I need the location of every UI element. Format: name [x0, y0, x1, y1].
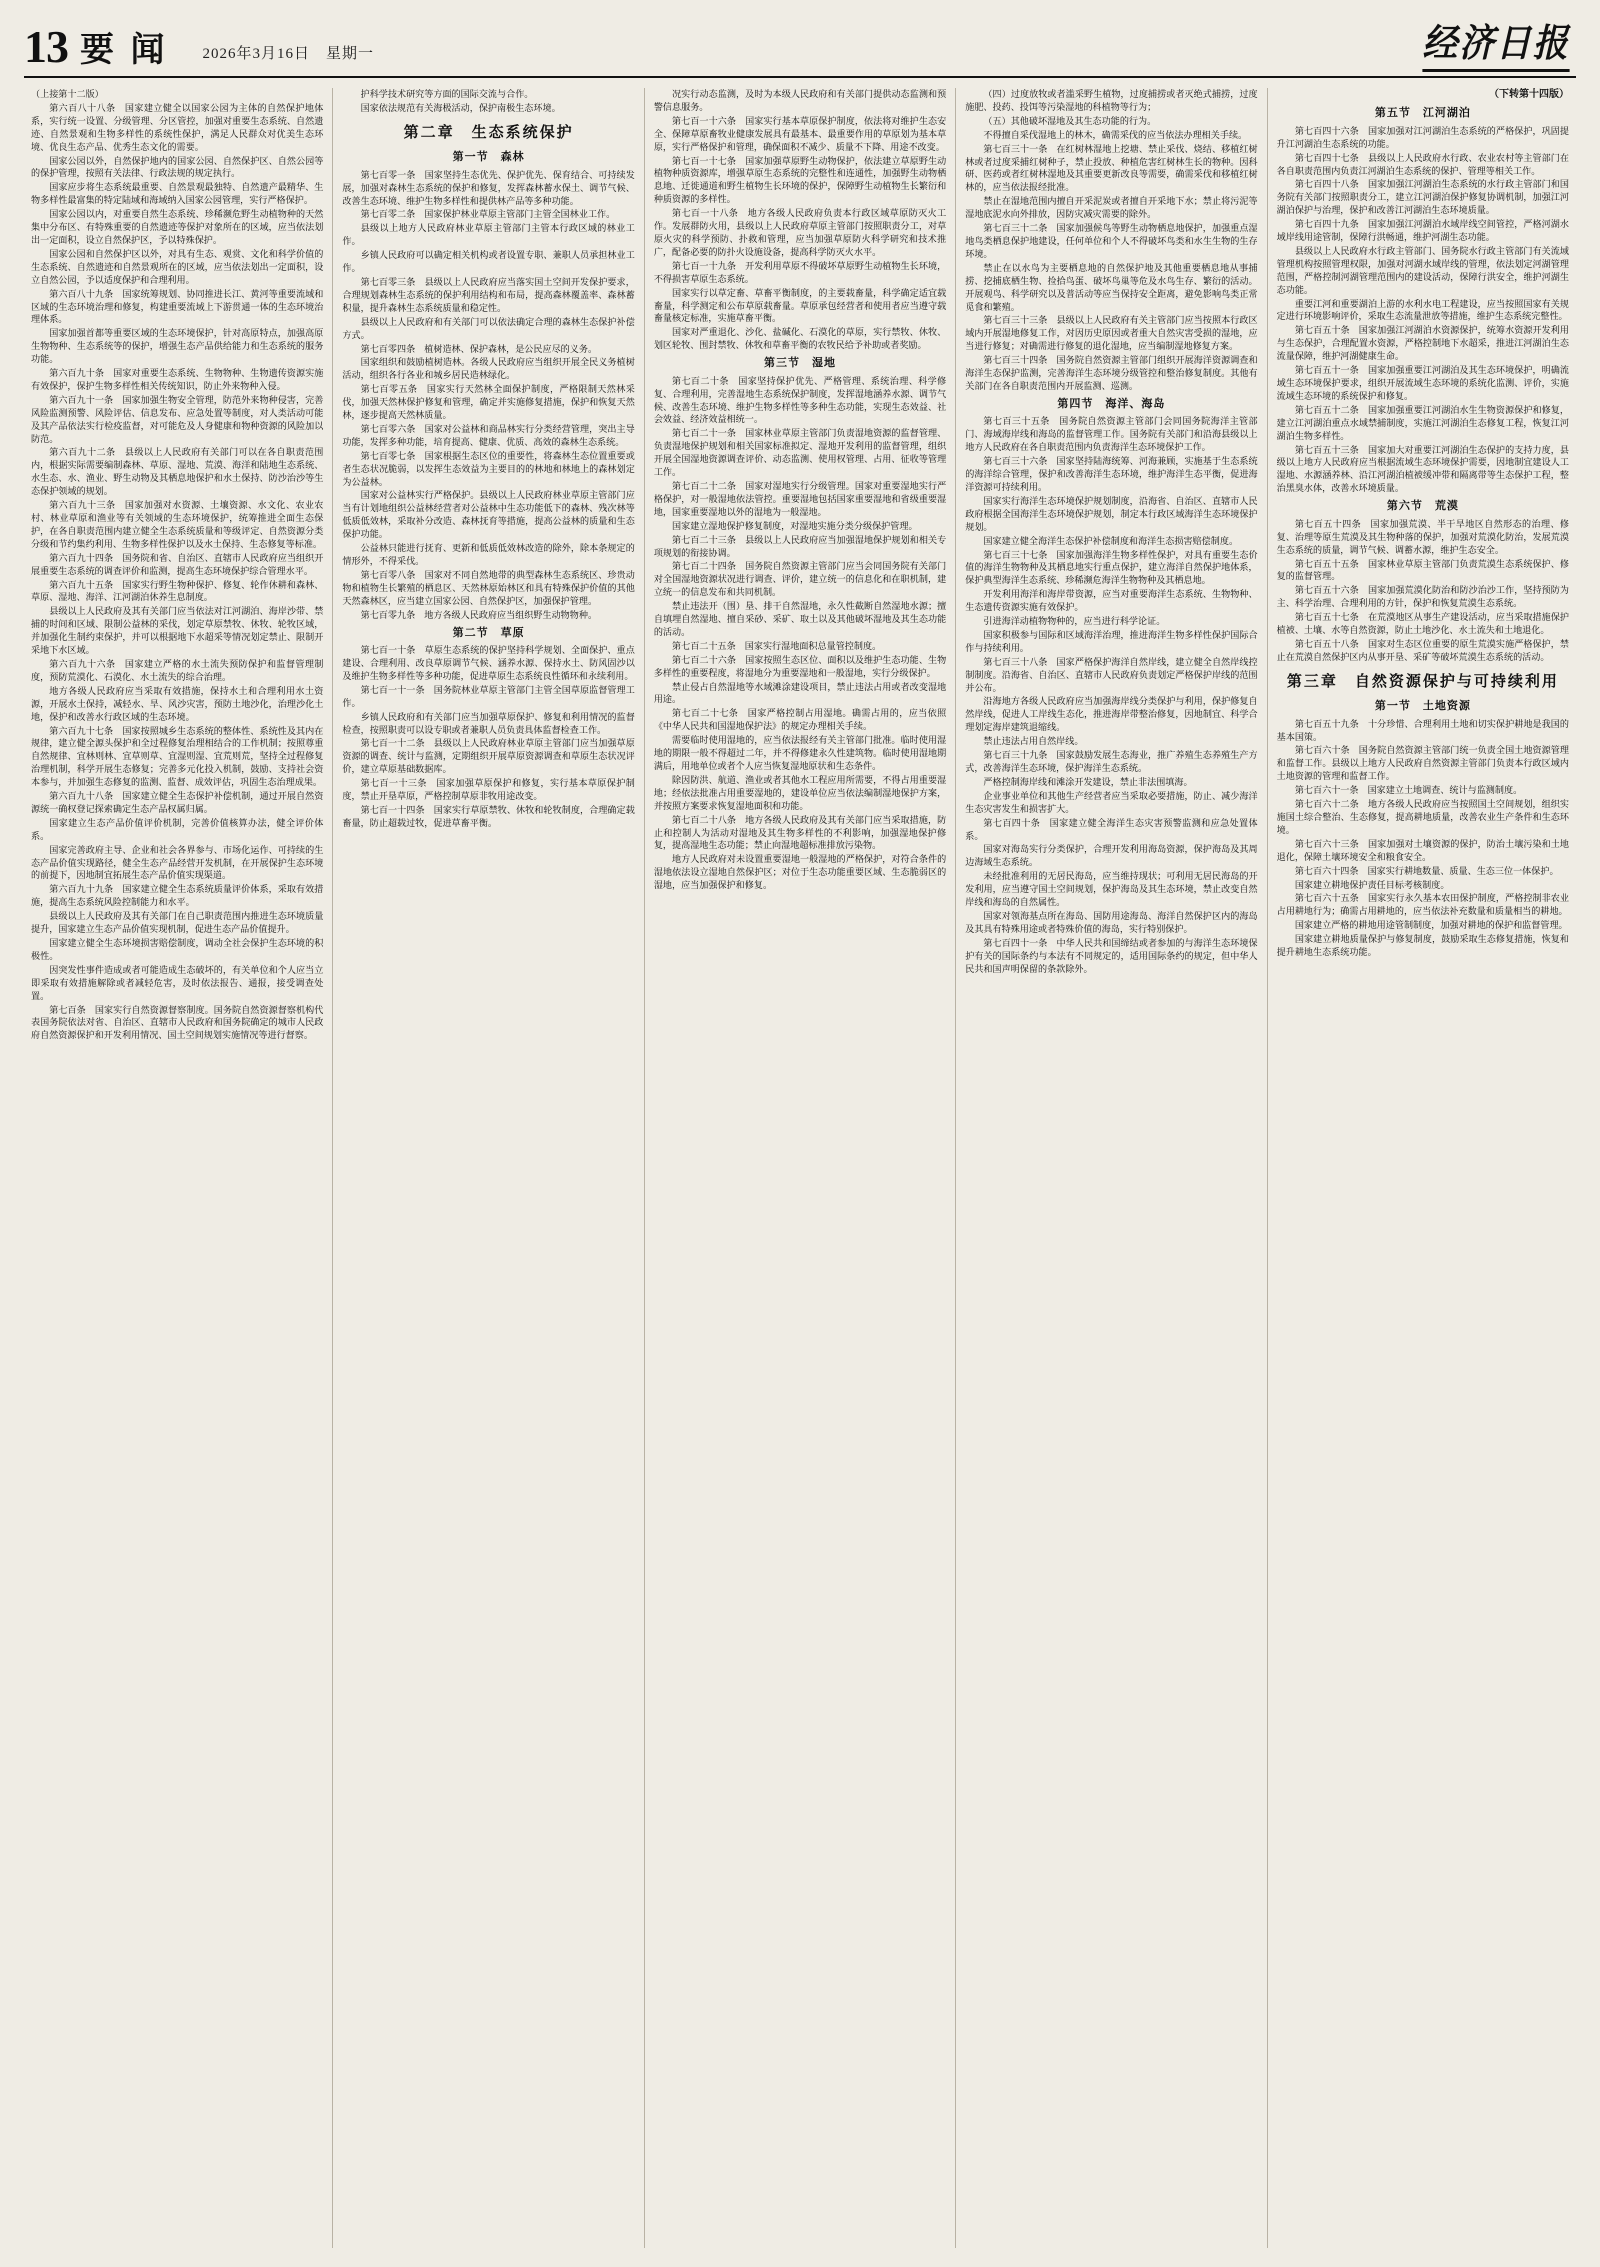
paragraph: 第六百九十一条 国家加强生物安全管理，防范外来物种侵害，完善风险监测预警、风险评估、信息发布、应急处置等制度，对人类活动可能及其产品依法实行检疫监督，对可能危及人身健康和物种资源的风险加以防范。 [31, 394, 324, 444]
paragraph: 禁止在湿地范围内擅自开采泥炭或者擅自开采地下水；禁止将污泥等湿地底泥水向外排放，因防灾减灾需要的除外。 [965, 196, 1258, 220]
paragraph: 重要江河和重要湖泊上游的水利水电工程建设，应当按照国家有关规定进行环境影响评价，采取生态流量泄放等措施，维护生态系统完整性。 [1276, 298, 1570, 322]
paragraph: 第七百一十九条 开发利用草原不得破坏草原野生动植物生长环境，不得损害草原生态系统。 [653, 260, 947, 284]
paragraph: 第七百一十一条 国务院林业草原主管部门主管全国草原监督管理工作。 [342, 684, 635, 708]
paragraph: 国家加强首都等重要区域的生态环境保护，针对高原特点，加强高原生物物种、生态系统等的保护，增强生态产品供给能力和生态系统的服务功能。 [31, 328, 324, 365]
column-1 [22, 88, 333, 2248]
paragraph: 第七百一十八条 地方各级人民政府负责本行政区域草原防灭火工作。发展群防火用，县级以上人民政府草原主管部门按照职责分工，对草原火灾的科学预防、扑救和管理，应当加强草原防火科学研究和技术推广，配备必要的防扑火设施设备，提高科学防灭火水平。 [653, 208, 947, 257]
paragraph: 第七百四十七条 县级以上人民政府水行政、农业农村等主管部门在各自职责范围内负责江河湖泊生态系统的保护、管理等相关工作。 [1276, 152, 1570, 176]
paragraph: 开发利用海洋和海岸带资源，应当对重要海洋生态系统、生物物种、生态遗传资源实施有效保护。 [965, 589, 1258, 613]
paragraph: 乡镇人民政府可以确定相关机构或者设置专职、兼职人员承担林业工作。 [342, 250, 635, 274]
paragraph: 第七百六十条 国务院自然资源主管部门统一负责全国土地资源管理和监督工作。县级以上地方人民政府自然资源主管部门负责本行政区域内土地资源的管理和监督工作。 [1276, 745, 1570, 782]
paragraph: 国家积极参与国际和区域海洋治理，推进海洋生物多样性保护国际合作与持续利用。 [965, 629, 1258, 653]
paragraph: 国家公园以内，对重要自然生态系统、珍稀濒危野生动植物种的天然集中分布区、有特殊重要的自然遗迹等保护对象所在的区域，应当依法划出一定面积，设立自然保护区，予以特殊保护。 [31, 209, 324, 245]
paragraph: 国家建立生态产品价值评价机制，完善价值核算办法，健全评价体系。 [31, 817, 324, 841]
paragraph: 国家对严重退化、沙化、盐碱化、石漠化的草原，实行禁牧、休牧、划区轮牧、围封禁牧、休牧和草畜平衡的农牧民给予补助或者奖励。 [653, 327, 947, 351]
paragraph: 国家依法规范有关海极活动，保护南极生态环境。 [360, 102, 561, 113]
page-number: 13 [24, 21, 68, 72]
paragraph: 需要临时使用湿地的，应当依法报经有关主管部门批准。临时使用湿地的期限一般不得超过二年，并不得修建永久性建筑物。临时使用湿地期满后，用地单位或者个人应当恢复湿地原状和生态条件。 [653, 735, 947, 772]
section-heading-grass: 第二节 草原 [452, 626, 525, 639]
paragraph: 第七百三十三条 县级以上人民政府有关主管部门应当按照本行政区域内开展湿地修复工作，对因历史原因或者重大自然灾害受损的湿地，应当进行修复；对确需进行修复的退化湿地，应当编制湿地修复方案。 [965, 315, 1258, 352]
paragraph: 护科学技术研究等方面的国际交流与合作。 [360, 89, 534, 99]
paragraph: 第六百九十二条 县级以上人民政府有关部门可以在各自职责范围内，根据实际需要编制森林、草原、湿地、荒漠、海洋和陆地生态系统、水生态、水、渔业、野生动物及其栖息地保护和水土保持、防沙治沙等生态保护领域的规划。 [31, 447, 324, 497]
paragraph: 国家建立健全海洋生态保护补偿制度和海洋生态损害赔偿制度。 [983, 535, 1239, 546]
paragraph: 第七百四十一条 中华人民共和国缔结或者参加的与海洋生态环境保护有关的国际条约与本法有不同规定的，适用国际条约的规定，但中华人民共和国声明保留的条款除外。 [965, 937, 1258, 974]
paragraph: 第七百零四条 植树造林、保护森林，是公民应尽的义务。 [360, 343, 598, 354]
paragraph: 第七百一十四条 国家实行草原禁牧、休牧和轮牧制度，合理确定载畜量，防止超载过牧，促进草畜平衡。 [342, 805, 635, 828]
section-heading-river: 第五节 江河湖泊 [1374, 107, 1471, 120]
paragraph: 县级以上人民政府及其有关部门应当依法对江河湖泊、海岸沙带、禁捕的时间和区域、限制公益林的采伐，划定草原禁牧、休牧、轮牧区域，并加强化生制约束保护，并可以根据地下水超采等情况划定禁止、限制开采地下水区域。 [31, 606, 324, 656]
paragraph: 国家对领海基点所在海岛、国防用途海岛、海洋自然保护区内的海岛及其具有特殊用途或者特殊价值的海岛，实行特别保护。 [965, 910, 1258, 934]
paragraph: 第七百零一条 国家坚持生态优先、保护优先、保育结合、可持续发展，加强对森林生态系统的保护和修复，发挥森林蓄水保土、调节气候、改善生态环境、维护生物多样性和提供林产品等多种功能。 [342, 169, 635, 206]
paragraph: 第七百五十九条 十分珍惜、合理利用土地和切实保护耕地是我国的基本国策。 [1276, 718, 1570, 742]
paragraph: 县级以上人民政府和有关部门可以依法确定合理的森林生态保护补偿方式。 [342, 316, 635, 340]
paragraph: 第六百九十八条 国家建立健全生态保护补偿机制，通过开展自然资源统一确权登记探索确定生态产品权属归属。 [31, 791, 324, 814]
paragraph: 第七百零三条 县级以上人民政府应当落实国土空间开发保护要求，合理规划森林生态系统的保护利用结构和布局，提高森林覆盖率、森林蓄积量，提升森林生态系统质量和稳定性。 [342, 276, 635, 313]
paragraph: 企业事业单位和其他生产经营者应当采取必要措施，防止、减少海洋生态灾害发生和损害扩大。 [965, 790, 1258, 814]
paragraph: 第六百九十条 国家对重要生态系统、生物物种、生物遗传资源实施有效保护，保护生物多样性相关传统知识，防止外来物种入侵。 [31, 368, 324, 391]
paragraph: 第七百二十五条 国家实行湿地面积总量管控制度。 [672, 640, 882, 651]
paragraph: 第六百九十九条 国家建立健全生态系统质量评价体系，采取有效措施，提高生态系统风险控制能力和水平。 [31, 884, 324, 908]
paragraph: 第七百五十七条 在荒漠地区从事生产建设活动，应当采取措施保护植被、土壤、水等自然资源，防止土地沙化、水土流失和土地退化。 [1276, 612, 1570, 636]
column-5 [1268, 88, 1578, 2248]
paragraph: 国家对公益林实行严格保护。县级以上人民政府林业草原主管部门应当有计划地组织公益林经营者对公益林中生态功能低下的森林、残次林等低质低效林，采取补分改造、森林抚育等措施，提高公益林的质量和生态保护功能。 [342, 490, 635, 540]
paragraph: 第六百八十八条 国家建立健全以国家公园为主体的自然保护地体系，实行统一设置、分级管理、分区管控，加强对重要生态系统、自然遗迹、自然景观和生物多样性的系统性保护，满足人民群众对优美生态环境、优良生态产品、优秀生态文化的需要。 [31, 102, 324, 152]
paragraph: 第七百二十六条 国家按照生态区位、面积以及维护生态功能、生物多样性的重要程度，将湿地分为重要湿地和一般湿地，实行分级保护。 [653, 654, 947, 678]
paragraph: 第六百九十七条 国家按照城乡生态系统的整体性、系统性及其内在规律，建立健全源头保护和全过程修复治理相结合的工作机制；按照尊重自然规律、宜林则林、宜草则草、宜湿则湿、宜荒则荒，坚持全过程修复治理机制，科学开展生态修复；完善多元化投入机制，鼓励、支持社会资本参与，并加强生态修复的监测、监督、成效评估，巩固生态治理成果。 [31, 725, 324, 788]
paragraph: 第七百三十九条 国家鼓励发展生态海业，推广养殖生态养殖生产方式，改善海洋生态环境，保护海洋生态系统。 [965, 750, 1258, 774]
paragraph: 国家对海岛实行分类保护，合理开发利用海岛资源，保护海岛及其周边海域生态系统。 [965, 844, 1258, 868]
paragraph: 第七百五十一条 国家加强重要江河湖泊及其生态环境保护，明确流域生态环境保护要求，组织开展流域生态环境的系统化监测、评价，实施流域生态环境的系统保护和修复。 [1276, 365, 1570, 401]
paragraph: 禁止在以水鸟为主要栖息地的自然保护地及其他重要栖息地从事捕捞、挖捕底栖生物、捡拾鸟蛋、破坏鸟巢等危及水鸟生存、繁衍的活动。开展观鸟、科学研究以及普活动等应当保持安全距离，避免影响鸟类正常觅食和繁殖。 [965, 262, 1258, 312]
paragraph: 第七百一十七条 国家加强草原野生动物保护，依法建立草原野生动植物种质资源库，增强草原生态系统的完整性和连通性，加强野生动物栖息地、迁徙通道和野生植物生长环境的保护，保障野生动植物生长繁衍和种质资源的多样性。 [653, 155, 947, 205]
section-heading-wild: 第六节 荒漠 [1386, 500, 1459, 513]
article-columns [22, 88, 1578, 2248]
paragraph: 国家建立健全生态环境损害赔偿制度，调动全社会保护生态环境的积极性。 [31, 938, 324, 961]
paragraph: 第七百五十四条 国家加强荒漠、半干旱地区自然形态的治理、修复、治理等原生荒漠及其生物种落的保护，加强对荒漠化防治，发展荒漠生态系统的质量，调节气候、调蓄水源，维护生态安全。 [1276, 518, 1570, 555]
paragraph: 引进海洋动植物物种的，应当进行科学论证。 [983, 616, 1166, 627]
paragraph: 第七百二十七条 国家严格控制占用湿地。确需占用的，应当依照《中华人民共和国湿地保护法》的规定办理相关手续。 [653, 708, 947, 732]
paragraph: 国家实行以草定畜、草畜平衡制度，的主要载畜量，科学确定适宜载畜量，科学测定和公布草原载畜量。草原承包经营者和使用者应当遵守载畜量核定标准，实施草畜平衡。 [653, 287, 947, 324]
paragraph: 国家实行海洋生态环境保护规划制度，沿海省、自治区、直辖市人民政府根据全国海洋生态环境保护规划，制定本行政区域海洋生态环境保护规划。 [965, 495, 1258, 532]
paragraph: 国家建立耕地保护责任目标考核制度。 [1294, 879, 1450, 890]
paragraph: 国家应步将生态系统最重要、自然景观最独特、自然遗产最精华、生物多样性最富集的特定陆域和海域纳入国家公园管理，实行严格保护。 [31, 182, 324, 206]
paragraph: 公益林只能进行抚育、更新和低质低效林改造的除外，除本条规定的情形外，不得采伐。 [342, 543, 635, 566]
continuation-note-top: （上接第十二版） [31, 89, 104, 99]
paragraph: 第七百六十五条 国家实行永久基本农田保护制度，严格控制非农业占用耕地行为；确需占用耕地的，应当依法补充数量和质量相当的耕地。 [1276, 893, 1570, 917]
column-4 [956, 88, 1267, 2248]
paragraph: 第七百零二条 国家保护林业草原主管部门主管全国林业工作。 [360, 209, 616, 220]
paragraph: 地方各级人民政府应当采取有效措施，保持水土和合理利用水土资源，开展水土保持，减轻水、旱、风沙灾害，预防土地沙化，治理沙化土地，保护和改善水行政区域的生态环境。 [31, 685, 324, 722]
paragraph: 因突发性事件造成或者可能造成生态破坏的，有关单位和个人应当立即采取有效措施解除或者减轻危害，及时依法报告、通报，接受调查处置。 [31, 964, 324, 1001]
paragraph: 第六百九十六条 国家建立严格的水土流失预防保护和监督管理制度，预防荒漠化、石漠化、水土流失的综合治理。 [31, 658, 324, 682]
paragraph: 第七百六十二条 地方各级人民政府应当按照国土空间规划，组织实施国土综合整治、生态修复，提高耕地质量，改善农业生产条件和生态环境。 [1276, 799, 1570, 835]
paragraph: 第七百二十八条 地方各级人民政府及其有关部门应当采取措施，防止和控制人为活动对湿地及其生物多样性的不利影响，加强湿地保护修复，提高湿地生态功能；禁止向湿地超标准排放污染物。 [653, 814, 947, 851]
paragraph: 第七百零八条 国家对不同自然地带的典型森林生态系统区、珍贵动物和植物生长繁殖的栖息区、天然林原始林区和具有特殊保护价值的其他天然森林区，应当建立国家公园、自然保护区，加强保护管理。 [342, 569, 635, 606]
paragraph: 第七百一十二条 县级以上人民政府林业草原主管部门应当加强草原资源的调查、统计与监测，定期组织开展草原资源调查和草原生态状况评价，建立草原基础数据库。 [342, 738, 635, 775]
section-heading-land: 第一节 土地资源 [1374, 700, 1471, 713]
paragraph: 不得擅自采伐湿地上的林木，确需采伐的应当依法办理相关手续。 [983, 129, 1248, 140]
chapter-heading-2: 第二章 生态系统保护 [403, 124, 574, 141]
paragraph: 第七百一十六条 国家实行基本草原保护制度，依法将对维护生态安全、保障草原畜牧业健康发展具有最基本、最重要作用的草原划为基本草原，实行严格保护和管理，确保面积不减少、质量不下降、用途不改变。 [653, 115, 947, 152]
paragraph: 第七百二十二条 国家对湿地实行分级管理。国家对重要湿地实行严格保护，对一般湿地依法管控。重要湿地包括国家重要湿地和省级重要湿地，国家重要湿地以外的湿地为一般湿地。 [653, 480, 947, 517]
paragraph: 第七百一十条 草原生态系统的保护坚持科学规划、全面保护、重点建设、合理利用、改良草原调节气候、涵养水源、保持水土、防风固沙以及维护生物多样性等多种功能，促进草原生态系统良性循环和永续利用。 [342, 645, 635, 681]
paragraph: 国家建立耕地质量保护与修复制度，鼓励采取生态修复措施，恢复和提升耕地生态系统功能。 [1276, 934, 1570, 958]
paragraph: 第七百二十条 国家坚持保护优先、严格管理、系统治理、科学修复、合理利用，完善湿地生态系统保护制度，发挥湿地涵养水源、调节气候、改善生态环境、维护生物多样性等多种生态功能，实现生态效益、社会效益、经济效益相统一。 [653, 375, 947, 425]
paragraph: 第七百三十七条 国家加强海洋生物多样性保护，对具有重要生态价值的海洋生物物种及其栖息地实行重点保护，建立海洋自然保护地体系，保护典型海洋生态系统、珍稀濒危海洋生物物种及其栖息地。 [965, 549, 1258, 586]
paragraph: 县级以上人民政府水行政主管部门、国务院水行政主管部门有关流域管理机构按照管理权限，加强对河湖水域岸线的管理，依法划定河湖管理范围，严格控制河湖管理范围内的建设活动，保障行洪安全，维护河湖生态功能。 [1276, 245, 1570, 295]
paragraph: （五）其他破坏湿地及其生态功能的行为。 [983, 115, 1157, 126]
paper-logo [1422, 12, 1569, 72]
paragraph: 沿海地方各级人民政府应当加强海岸线分类保护与利用，保护修复自然岸线，促进人工岸线生态化，推进海岸带整治修复，因地制宜、科学合理划定海岸建筑退缩线。 [965, 696, 1258, 733]
paragraph: 第七百零七条 国家根据生态区位的重要性，将森林生态位置重要或者生态状况脆弱，以发挥生态效益为主要目的的林地和林地上的森林划定为公益林。 [342, 450, 635, 487]
paragraph: 第六百九十四条 国务院和省、自治区、直辖市人民政府应当组织开展重要生态系统的调查评价和监测，提高生态环境保护综合管理水平。 [31, 552, 324, 576]
paragraph: 禁止违法开（围）垦、排干自然湿地，永久性截断自然湿地水源；擅自填埋自然湿地、擅自采砂、采矿、取土以及其他破坏湿地及其生态功能的活动。 [653, 601, 947, 637]
column-2 [333, 88, 644, 2248]
paragraph: 第六百八十九条 国家统筹规划、协同推进长江、黄河等重要流域和区域的生态环境治理和修复，构建重要流域上下游贯通一体的生态环境治理体系。 [31, 288, 324, 325]
paragraph: 第七百三十六条 国家坚持陆海统筹、河海兼顾，实施基于生态系统的海洋综合管理，保护和改善海洋生态环境，维护海洋生态平衡，促进海洋资源可持续利用。 [965, 456, 1258, 492]
paragraph: 第七百二十四条 国务院自然资源主管部门应当会同国务院有关部门对全国湿地资源状况进行调查、评价，建立统一的信息化和在职机制，建立统一的信息发布和共同机制。 [653, 561, 947, 598]
paragraph: 第七百三十五条 国务院自然资源主管部门会同国务院海洋主管部门、海域海岸线和海岛的监督管理工作。国务院有关部门和沿海县级以上地方人民政府在各自职责范围内负责海洋生态环境保护工作。 [965, 416, 1258, 453]
paragraph: 第七百五十五条 国家林业草原主管部门负责荒漠生态系统保护、修复的监督管理。 [1276, 558, 1570, 582]
paragraph: （四）过度放牧或者滥采野生植物，过度捕捞或者灭绝式捕捞，过度施肥、投药、投饵等污染湿地的科植物等行为； [965, 89, 1258, 112]
paragraph: 县级以上地方人民政府林业草原主管部门主管本行政区域的林业工作。 [342, 223, 635, 247]
paragraph: 第七百六十四条 国家实行耕地数量、质量、生态三位一体保护。 [1294, 865, 1559, 876]
paragraph: 第七百五十六条 国家加强荒漠化防治和防沙治沙工作，坚持预防为主、科学治理、合理利用的方针，保护和恢复荒漠生态系统。 [1276, 585, 1570, 609]
chapter-heading-3: 第三章 自然资源保护与可持续利用 [1286, 673, 1559, 690]
paragraph: 第七百四十八条 国家加强江河湖泊生态系统的水行政主管部门和国务院有关部门按照职责分工，建立江河湖泊保护修复协调机制，加强江河湖泊保护与治理，保护和改善江河湖泊生态环境质量。 [1276, 179, 1570, 216]
paragraph: 第七百二十一条 国家林业草原主管部门负责湿地资源的监督管理、负责湿地保护规划和相关国家标准拟定、湿地开发利用的监督管理，组织开展全国湿地资源调查评价、动态监测、使用权管理、占用、征收等管理工作。 [653, 428, 947, 478]
paragraph: 第七百一十三条 国家加强草原保护和修复，实行基本草原保护制度，禁止开垦草原，严格控制草原非牧用途改变。 [342, 778, 635, 802]
paragraph: 未经批准利用的无居民海岛，应当维持现状；可利用无居民海岛的开发利用，应当遵守国土空间规划，保护海岛及其生态环境，禁止改变自然岸线和海岛的自然属性。 [965, 871, 1258, 908]
section-heading-wetland: 第三节 湿地 [764, 357, 837, 370]
paragraph: 禁止侵占自然湿地等水域滩涂建设项目，禁止违法占用或者改变湿地用途。 [653, 681, 947, 705]
paragraph: 国家公园和自然保护区以外，对具有生态、观赏、文化和科学价值的生态系统、自然遗迹和自然景观所在的区域，应当依法划出一定面积，设立自然公园，予以适度保护和合理利用。 [31, 248, 324, 285]
section-heading-forest: 第一节 森林 [452, 151, 525, 164]
paragraph: 禁止违法占用自然岸线。 [983, 736, 1084, 747]
masthead [24, 14, 1576, 78]
continuation-note-bottom: （下转第十四版） [1489, 89, 1570, 100]
paragraph: 乡镇人民政府和有关部门应当加强草原保护、修复和利用情况的监督检查，按照职责可以设专职或者兼职人员负责具体监督检查工作。 [342, 711, 635, 735]
paragraph: 第七百六十三条 国家加强对土壤资源的保护，防治土壤污染和土地退化，保障土壤环境安全和粮食安全。 [1276, 838, 1570, 862]
paragraph: 况实行动态监测，及时为本级人民政府和有关部门提供动态监测和预警信息服务。 [653, 89, 947, 112]
paragraph: 第七百三十四条 国务院自然资源主管部门组织开展海洋资源调查和海洋生态保护监测，完善海洋生态环境分级管控和整治修复制度。其他有关部门在各自职责范围内开展监测、巡测。 [965, 355, 1258, 391]
paragraph: 地方人民政府对未设置重要湿地一般湿地的严格保护，对符合条件的湿地依法设立湿地自然保护区；对位于生态功能重要区域、生态脆弱区的湿地，应当加强保护和修复。 [653, 854, 947, 891]
paragraph: 第七百零五条 国家实行天然林全面保护制度，严格限制天然林采伐，加强天然林保护修复和管理，确定并实施修复措施，保护和恢复天然林，逐步提高天然林质量。 [342, 384, 635, 421]
section-title: 要 闻 [80, 32, 169, 69]
paragraph: 第七百五十三条 国家加大对重要江河湖泊生态保护的支持力度，县级以上地方人民政府应当根据流域生态环境保护需要，因地制宜建设人工湿地、水源涵养林、沿江河湖泊植被缓冲带和隔离带等生态保护工程，整治黑臭水体，改善水环境质量。 [1276, 444, 1570, 494]
paragraph: 第七百五十八条 国家对生态区位重要的原生荒漠实施严格保护，禁止在荒漠自然保护区内从事开垦、采矿等破坏荒漠生态系统的活动。 [1276, 638, 1570, 662]
paper-name: 经济日报 [1422, 23, 1570, 65]
section-heading-ocean: 第四节 海洋、海岛 [1057, 397, 1166, 410]
paragraph: 第七百零六条 国家对公益林和商品林实行分类经营管理，突出主导功能，发挥多种功能，培育提高、健康、优质、高效的森林生态系统。 [342, 423, 635, 447]
paragraph: 除因防洪、航道、渔业或者其他水工程应用所需要，不得占用重要湿地；经依法批准占用重要湿地的，建设单位应当依法编制湿地保护方案，并按照方案要求恢复湿地面积和功能。 [653, 774, 947, 811]
paragraph: 第六百九十三条 国家加强对水资源、土壤资源、水文化、农业农村、林业草原和渔业等有关领域的生态环境保护，统筹推进全面生态保护，在各自职责范围内建立健全生态系统质量和等级评定、自然资源分类分级和节约集约利用、生物多样性保护以及水土保持、生态修复等标准。 [31, 500, 324, 549]
paragraph: 国家完善政府主导、企业和社会各界参与、市场化运作、可持续的生态产品价值实现路径，健全生态产品经营开发机制，在开展保护生态环境的前提下，因地制宜拓展生态产品价值实现渠道。 [31, 844, 324, 881]
paragraph: 国家建立湿地保护修复制度，对湿地实施分类分级保护管理。 [672, 520, 918, 531]
paragraph: 第七百六十一条 国家建立土地调查、统计与监测制度。 [1294, 785, 1523, 796]
issue-date: 2026年3月16日 星期一 [202, 46, 375, 62]
paragraph: 第七百二十三条 县级以上人民政府应当加强湿地保护规划和相关专项规划的衔接协调。 [653, 534, 947, 558]
paragraph: 国家组织和鼓励植树造林。各级人民政府应当组织开展全民义务植树活动，组织各行各业和城乡居民造林绿化。 [342, 357, 635, 381]
paragraph: 第七百三十八条 国家严格保护海洋自然岸线，建立健全自然岸线控制制度。沿海省、自治区、直辖市人民政府负责划定严格保护岸线的范围并公布。 [965, 656, 1258, 693]
paragraph: 第七百三十二条 国家加强候鸟等野生动物栖息地保护，加强重点湿地鸟类栖息保护地建设，任何单位和个人不得破坏鸟类和水生生物的生存环境。 [965, 223, 1258, 259]
paragraph: 国家公园以外，自然保护地内的国家公园、自然保护区、自然公园等的保护管理，按照有关法律、行政法规的规定执行。 [31, 155, 324, 179]
paragraph: 县级以上人民政府及其有关部门在自己职责范围内推进生态环境质量提升，国家建立生态产品价值实现机制，促进生态产品价值提升。 [31, 911, 324, 935]
paragraph: 第七百五十条 国家加强江河湖泊水资源保护，统筹水资源开发利用与生态保护，合理配置水资源，严格控制地下水超采，推进江河湖泊生态流量保障，维护河湖健康生命。 [1276, 325, 1570, 362]
paragraph: 第七百条 国家实行自然资源督察制度。国务院自然资源督察机构代表国务院依法对省、自治区、直辖市人民政府和国务院确定的城市人民政府自然资源保护和开发利用情况、国土空间规划实施情况等进行督察。 [31, 1004, 324, 1041]
paragraph: 第七百三十一条 在红树林湿地上挖塘、禁止采伐、烧结、移植红树林或者过度采捕红树种子，禁止投放、种植危害红树林生长的物种。因科研、医药或者红树林湿地及其重要更新改良等需要，确需采伐和移植红树林的，应当依法报经批准。 [965, 143, 1258, 193]
paragraph: 第七百零九条 地方各级人民政府应当组织野生动物物种。 [360, 609, 598, 620]
paragraph: 严格控制海岸线和滩涂开发建设，禁止非法围填海。 [983, 776, 1193, 787]
paragraph: 第七百四十六条 国家加强对江河湖泊生态系统的严格保护，巩固提升江河湖泊生态系统的功能。 [1276, 125, 1570, 149]
logo-rule [1422, 69, 1569, 72]
paragraph: 第七百四十条 国家建立健全海洋生态灾害预警监测和应急处置体系。 [965, 817, 1258, 841]
column-3 [645, 88, 956, 2248]
paragraph: 第七百四十九条 国家加强江河湖泊水域岸线空间管控，严格河湖水域岸线用途管制，保障行洪畅通，维护河湖生态功能。 [1276, 219, 1570, 243]
paragraph: 第七百五十二条 国家加强重要江河湖泊水生生物资源保护和修复，建立江河湖泊重点水域禁捕制度，实施江河湖泊生态修复工程，恢复江河湖泊生物多样性。 [1276, 404, 1570, 441]
paragraph: 第六百九十五条 国家实行野生物种保护、修复、轮作休耕和森林、草原、湿地、海洋、江河湖泊休养生息制度。 [31, 579, 324, 603]
paragraph: 国家建立严格的耕地用途管制制度，加强对耕地的保护和监督管理。 [1294, 920, 1568, 931]
